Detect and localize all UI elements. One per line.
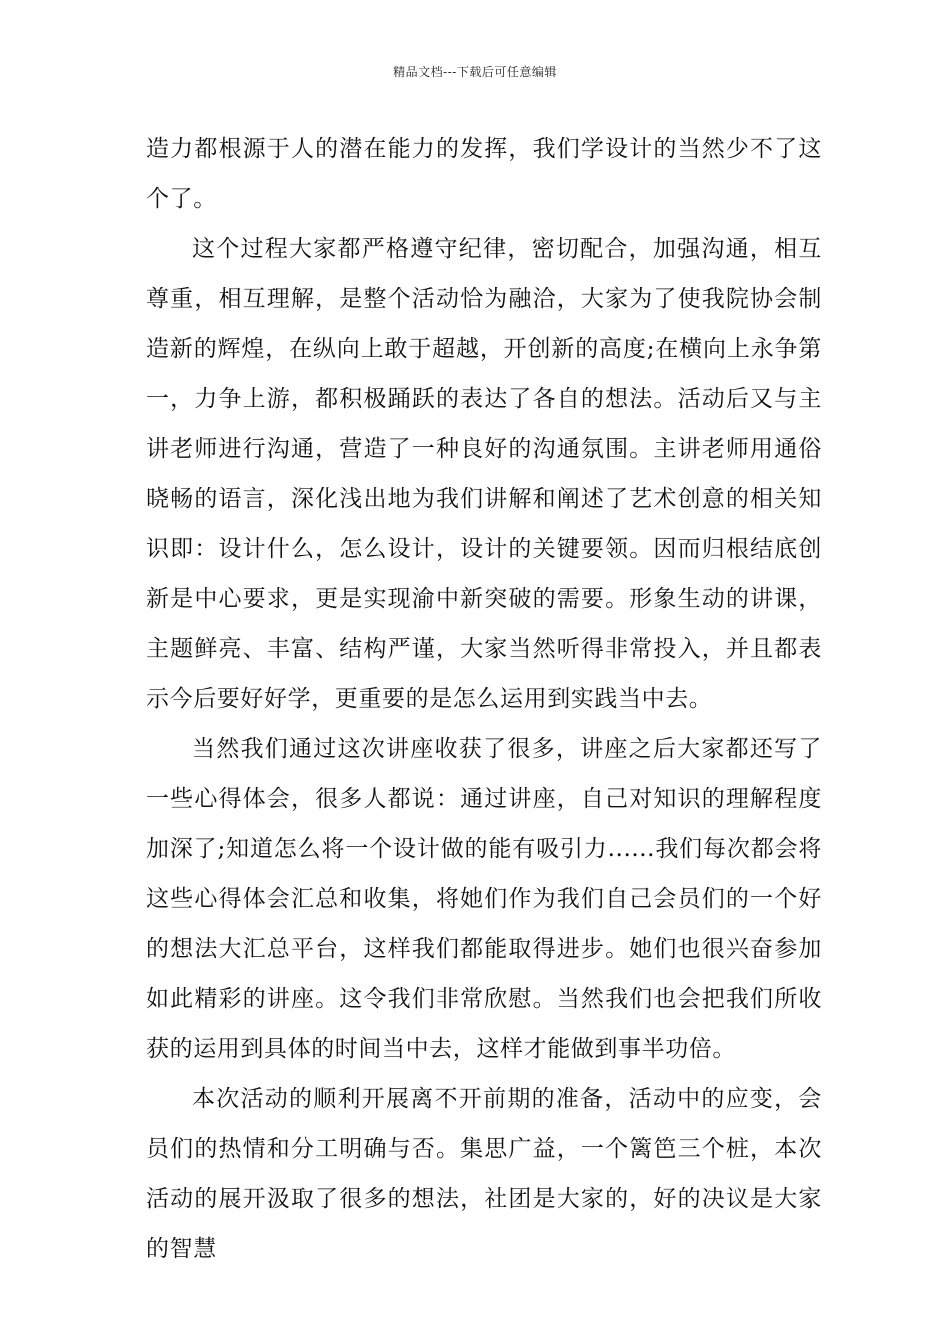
paragraph-preparation: 本次活动的顺利开展离不开前期的准备，活动中的应变，会员们的热情和分工明确与否。集思广益，一个篱笆三个桩，本次活动的展开汲取了很多的想法，社团是大家的，好的决议是大家的智慧 bbox=[146, 1086, 822, 1262]
paragraph-harvest: 当然我们通过这次讲座收获了很多，讲座之后大家都还写了一些心得体会，很多人都说：通过讲座，自己对知识的理解程度加深了;知道怎么将一个设计做的能有吸引力......我们每次都会将这些心得体会汇总和收集，将她们作为我们自己会员们的一个好的想法大汇总平台，这样我们都能取得进步。她们也很兴奋参加如此精彩的讲座。这令我们非常欣慰。当然我们也会把我们所收获的运用到具体的时间当中去，这样才能做到事半功倍。 bbox=[146, 736, 822, 1062]
paragraph-continuation: 造力都根源于人的潜在能力的发挥，我们学设计的当然少不了这个了。 bbox=[146, 136, 822, 212]
paragraph-process: 这个过程大家都严格遵守纪律，密切配合，加强沟通，相互尊重，相互理解，是整个活动恰为融洽，大家为了使我院协会制造新的辉煌，在纵向上敢于超越，开创新的高度;在横向上永争第一，力争上游，都积极踊跃的表达了各自的想法。活动后又与主讲老师进行沟通，营造了一种良好的沟通氛围。主讲老师用通俗晓畅的语言，深化浅出地为我们讲解和阐述了艺术创意的相关知识即：设计什么，怎么设计，设计的关键要领。因而归根结底创新是中心要求，更是实现渝中新突破的需要。形象生动的讲课，主题鲜亮、丰富、结构严谨，大家当然听得非常投入，并且都表示今后要好好学，更重要的是怎么运用到实践当中去。 bbox=[146, 236, 822, 712]
document-body bbox=[146, 124, 822, 1274]
page-header: 精品文档---下载后可任意编辑 bbox=[393, 65, 557, 79]
